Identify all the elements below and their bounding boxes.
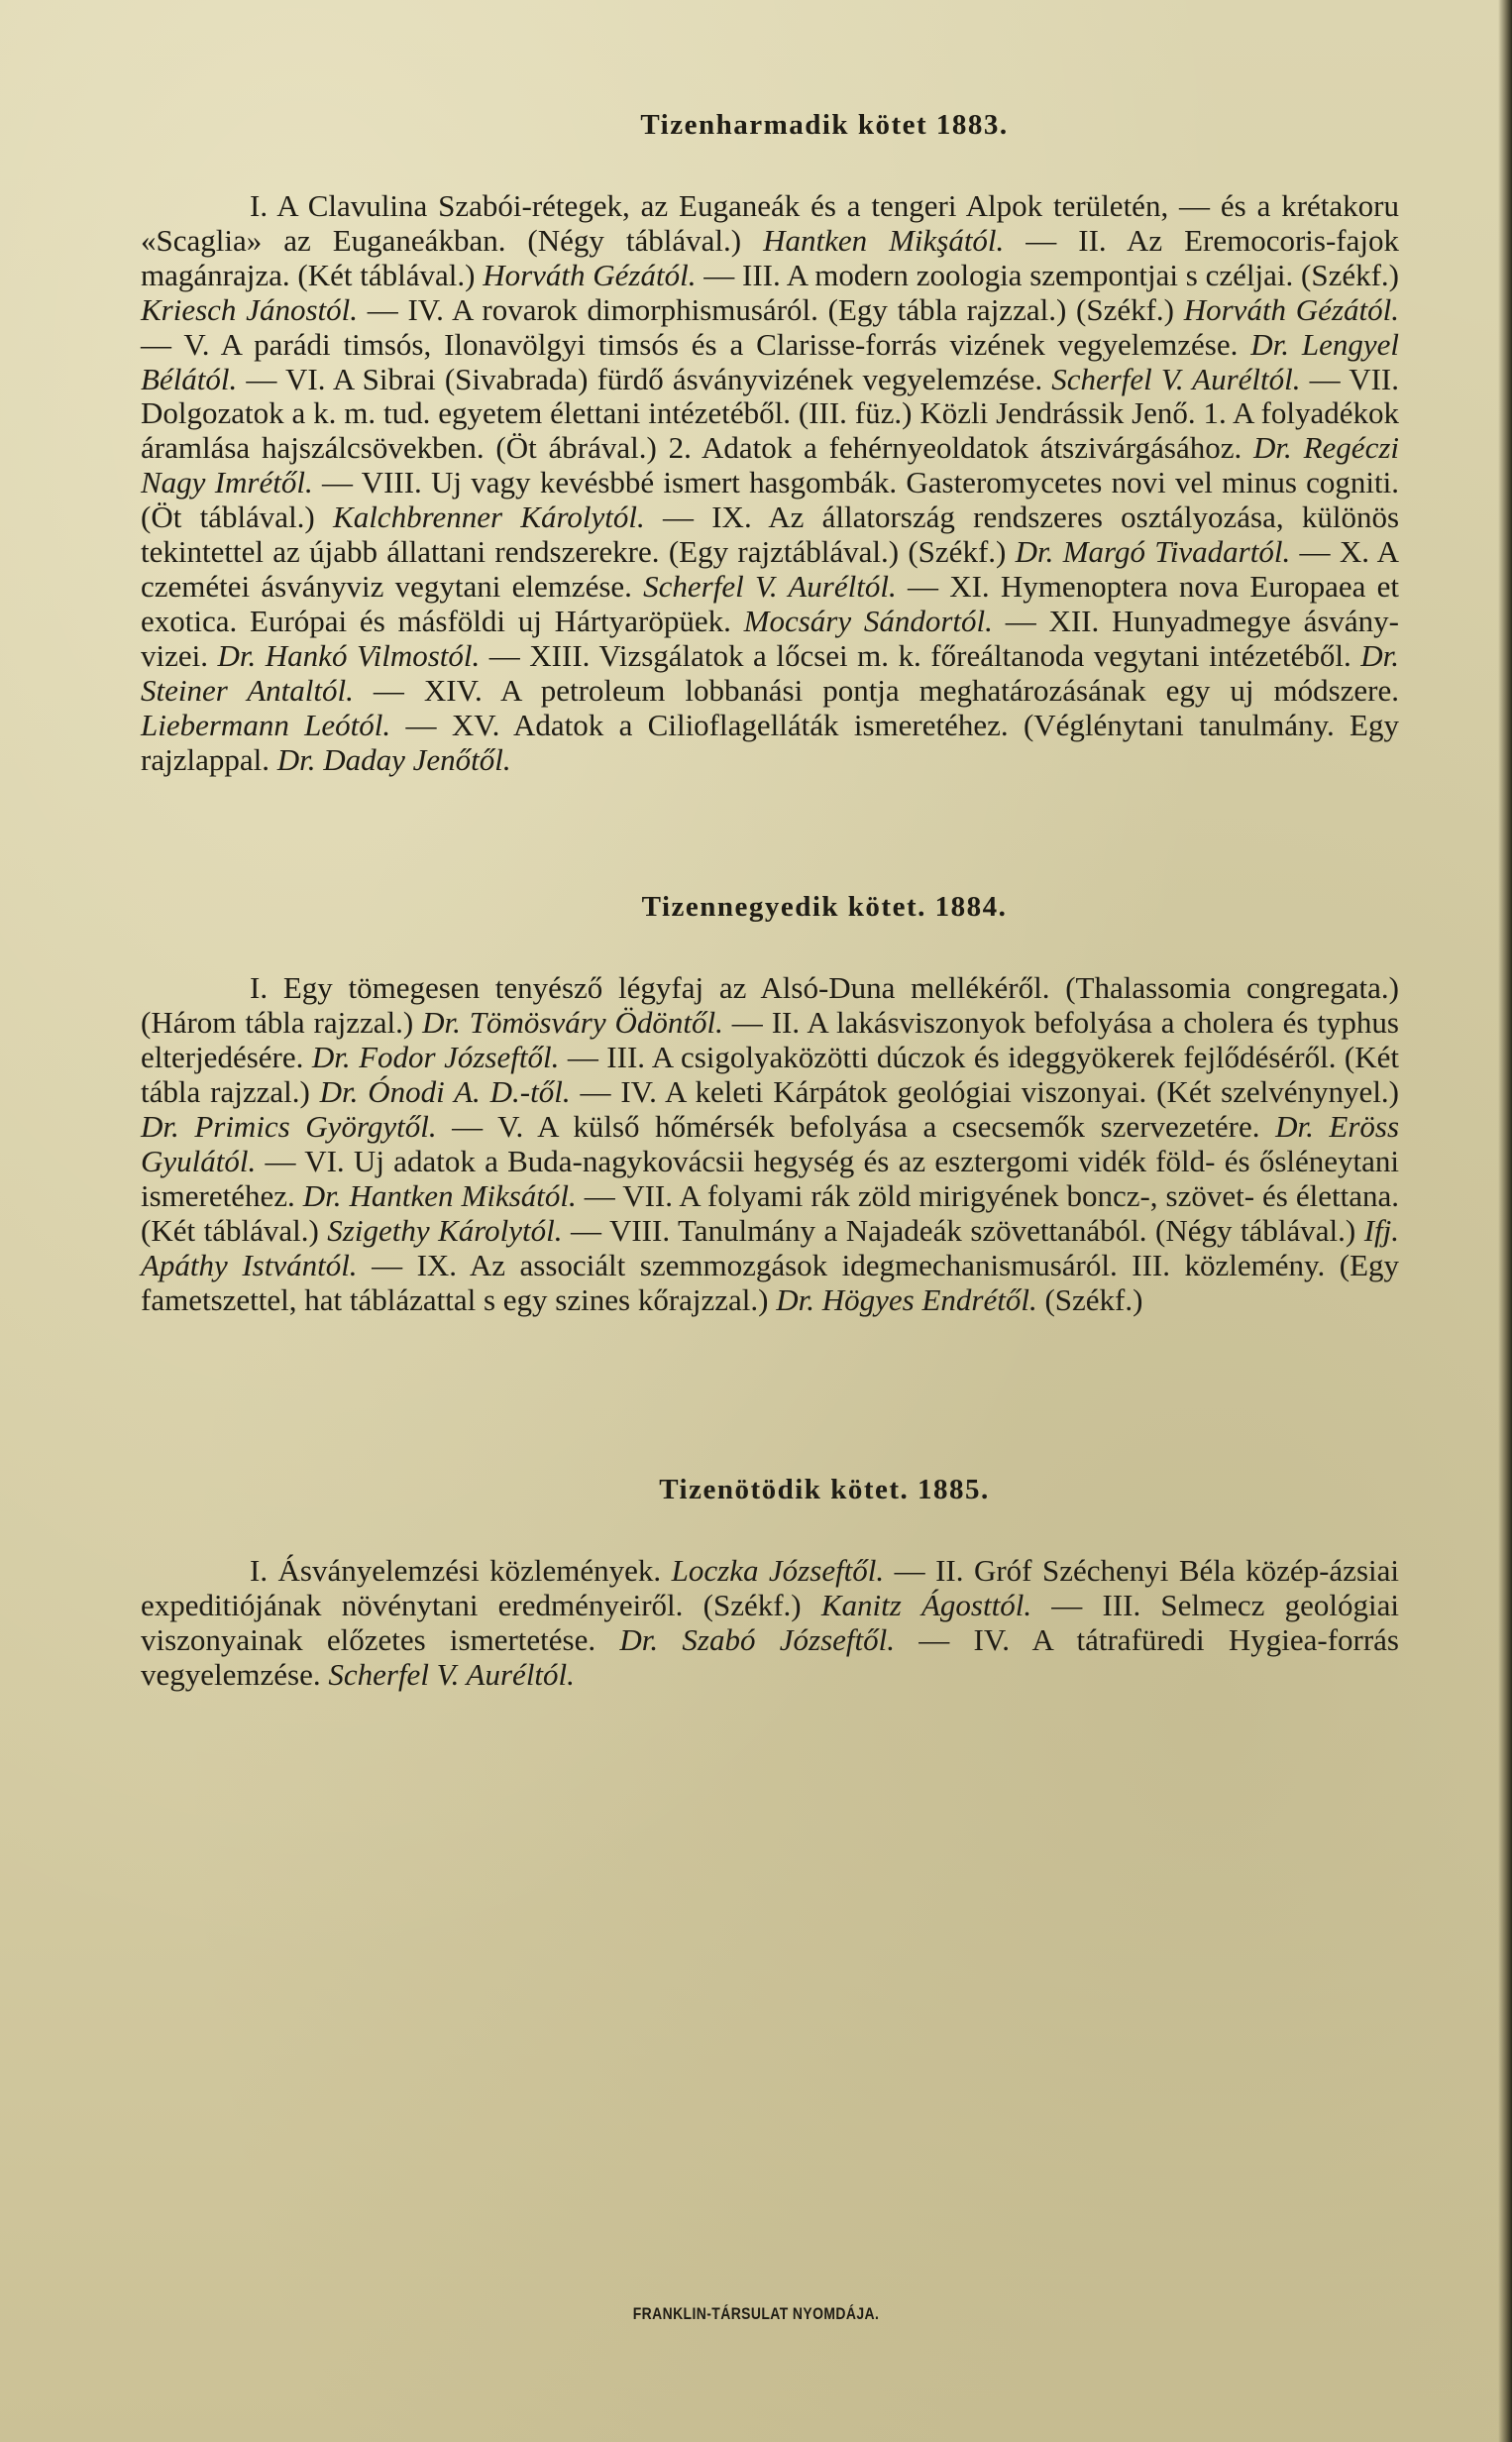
- article-entry: — V. A parádi timsós, Ilonavölgyi timsós és a Clarisse-forrás vizének vegyelemzése.: [141, 326, 1251, 362]
- article-entry: — VI. A Sibrai (Sivabrada) fürdő ásványvizének vegyelemzése.: [237, 361, 1052, 396]
- author-credit: Dr. Ónodi A. D.-től.: [319, 1074, 571, 1110]
- author-credit: Dr. Daday Jenőtől.: [276, 741, 511, 777]
- article-entry: — XIV. A petroleum lobbanási pontja meghatározásának egy uj módszere.: [353, 672, 1399, 708]
- volume-15-contents: [141, 1554, 1399, 1693]
- author-credit: Dr. Hankó Vilmostól.: [217, 637, 481, 673]
- author-credit: Dr. Eröss Gyulától.: [141, 1109, 1400, 1178]
- article-entry: — VIII. Uj vagy kevésbbé ismert hasgombák. Gasteromycetes novi vel minus cogniti. (Öt táblával.): [141, 465, 1399, 535]
- article-entry: — III. Selmecz geológiai viszonyainak előzetes ismertetése.: [141, 1588, 1399, 1658]
- article-entry: — X. A czemétei ásványviz vegytani elemzése.: [141, 534, 1399, 604]
- article-entry: — V. A külső hőmérsék befolyása a csecsemők szervezetére.: [436, 1109, 1276, 1145]
- content-column: [141, 109, 1399, 1693]
- article-entry: — XV. Adatok a Cilioflagelláták ismeretéhez. (Véglénytani tanulmány. Egy rajzlappal.: [141, 707, 1399, 777]
- article-entry: — III. A csigolyaközötti dúczok és ideggyökerek fejlődéséről. (Két tábla rajzzal.): [141, 1040, 1400, 1110]
- article-entry: I. Egy tömegesen tenyésző légyfaj az Alsó-Duna mellékéről. (Thalassomia congregata.) (Három tábla rajzzal.): [141, 970, 1399, 1041]
- article-entry: — II. A lakásviszonyok befolyása a cholera és typhus elterjedésére.: [141, 1005, 1399, 1075]
- author-credit: Mocsáry Sándortól.: [743, 603, 993, 638]
- volume-14-section: [141, 891, 1399, 1317]
- page-edge-shadow: [1498, 0, 1512, 2442]
- article-entry: — IV. A keleti Kárpátok geológiai viszonyai. (Két szelvénynyel.): [570, 1074, 1400, 1110]
- author-credit: Dr. Högyes Endrétől.: [776, 1281, 1037, 1317]
- author-credit: Szigethy Károlytól.: [327, 1212, 563, 1248]
- article-entry: — II. Gróf Széchenyi Béla közép-ázsiai expeditiójának növénytani eredményeiről. (Székf.): [141, 1553, 1399, 1623]
- article-entry: — VI. Uj adatok a Buda-nagykovácsii hegység és az esztergomi vidék föld- és ősléneytani ismeretéhez.: [141, 1143, 1399, 1213]
- article-entry: — XI. Hymenoptera nova Europaea et exotica. Európai és másföldi uj Hártyaröpüek.: [141, 568, 1400, 638]
- author-credit: Dr. Tömösváry Ödöntől.: [422, 1005, 723, 1041]
- author-credit: Kanitz Ágosttól.: [820, 1588, 1032, 1623]
- article-entry: — IX. Az állatország rendszeres osztályozása, különös tekintettel az újabb állattani rendszerekre. (Egy rajztáblával.) (Székf.): [141, 500, 1400, 570]
- article-entry: — IV. A tátrafüredi Hygiea-forrás vegyelemzése.: [141, 1622, 1399, 1693]
- volume-15-heading: Tizenötödik kötet. 1885.: [659, 1474, 990, 1506]
- volume-13-contents: [141, 189, 1399, 777]
- author-credit: Scherfel V. Auréltól.: [328, 1657, 575, 1693]
- article-entry: — XIII. Vizsgálatok a lőcsei m. k. főreáltanoda vegytani intézetéből.: [480, 637, 1361, 673]
- author-credit: Dr. Margó Tivadartól.: [1015, 534, 1291, 570]
- volume-15-section: [141, 1474, 1399, 1693]
- author-credit: Horváth Gézától.: [1183, 291, 1399, 327]
- article-entry: (Székf.): [1036, 1281, 1143, 1317]
- author-credit: Dr. Primics Györgytől.: [141, 1109, 437, 1145]
- author-credit: Scherfel V. Auréltól.: [1051, 361, 1301, 396]
- article-entry: — VII. A folyami rák zöld mirigyének boncz-, szövet- és élettana. (Két táblával.): [141, 1177, 1399, 1248]
- author-credit: Ifj. Apáthy Istvántól.: [141, 1212, 1399, 1282]
- article-entry: — IV. A rovarok dimorphismusáról. (Egy tábla rajzzal.) (Székf.): [357, 291, 1184, 327]
- volume-14-heading: Tizennegyedik kötet. 1884.: [641, 891, 1008, 924]
- author-credit: Hantken Mikşától.: [763, 222, 1005, 258]
- volume-13-heading: Tizenharmadik kötet 1883.: [640, 109, 1009, 141]
- article-entry: I. A Clavulina Szabói-rétegek, az Euganeák és a tengeri Alpok területén, — és a krétakoru «Scaglia» az Euganeákban. (Négy táblával.): [141, 188, 1399, 258]
- author-credit: Dr. Hantken Miksától.: [302, 1177, 577, 1213]
- author-credit: Loczka Józseftől.: [671, 1553, 885, 1589]
- author-credit: Dr. Fodor Józseftől.: [311, 1040, 560, 1075]
- volume-13-section: [141, 109, 1399, 777]
- author-credit: Dr. Regéczi Nagy Imrétől.: [141, 430, 1400, 500]
- article-entry: — II. Az Eremocoris-fajok magánrajza. (Két táblával.): [141, 222, 1399, 292]
- article-entry: I. Ásványelemzési közlemények.: [250, 1553, 672, 1589]
- printer-imprint: FRANKLIN-TÁRSULAT NYOMDÁJA.: [632, 2304, 880, 2323]
- author-credit: Dr. Szabó Józseftől.: [619, 1622, 895, 1658]
- author-credit: Kriesch Jánostól.: [141, 291, 358, 327]
- author-credit: Scherfel V. Auréltól.: [643, 568, 897, 604]
- author-credit: Kalchbrenner Károlytól.: [333, 500, 645, 535]
- article-entry: — VIII. Tanulmány a Najadeák szövettanából. (Négy táblával.): [562, 1212, 1364, 1248]
- volume-14-contents: [141, 971, 1399, 1317]
- article-entry: — VII. Dolgozatok a k. m. tud. egyetem élettani intézetéből. (III. füz.) Közli Jendrássik Jenő. 1. A folyadékok áramlása hajszálcsövekben. (Öt ábrával.) 2. Adatok a fehérnyeoldatok átszivárgásához.: [141, 361, 1399, 466]
- author-credit: Liebermann Leótól.: [141, 707, 391, 742]
- author-credit: Dr. Steiner Antaltól.: [141, 637, 1399, 708]
- author-credit: Horváth Gézától.: [483, 257, 697, 292]
- author-credit: Dr. Lengyel Bélától.: [141, 326, 1399, 396]
- article-entry: — XII. Hunyadmegye ásványvizei.: [141, 603, 1399, 673]
- article-entry: — III. A modern zoologia szempontjai s czéljai. (Székf.): [696, 257, 1399, 292]
- article-entry: — IX. Az associált szemmozgások idegmechanismusáról. III. közlemény. (Egy fametszettel, hat táblázattal s egy szines kőrajzzal.): [141, 1247, 1400, 1317]
